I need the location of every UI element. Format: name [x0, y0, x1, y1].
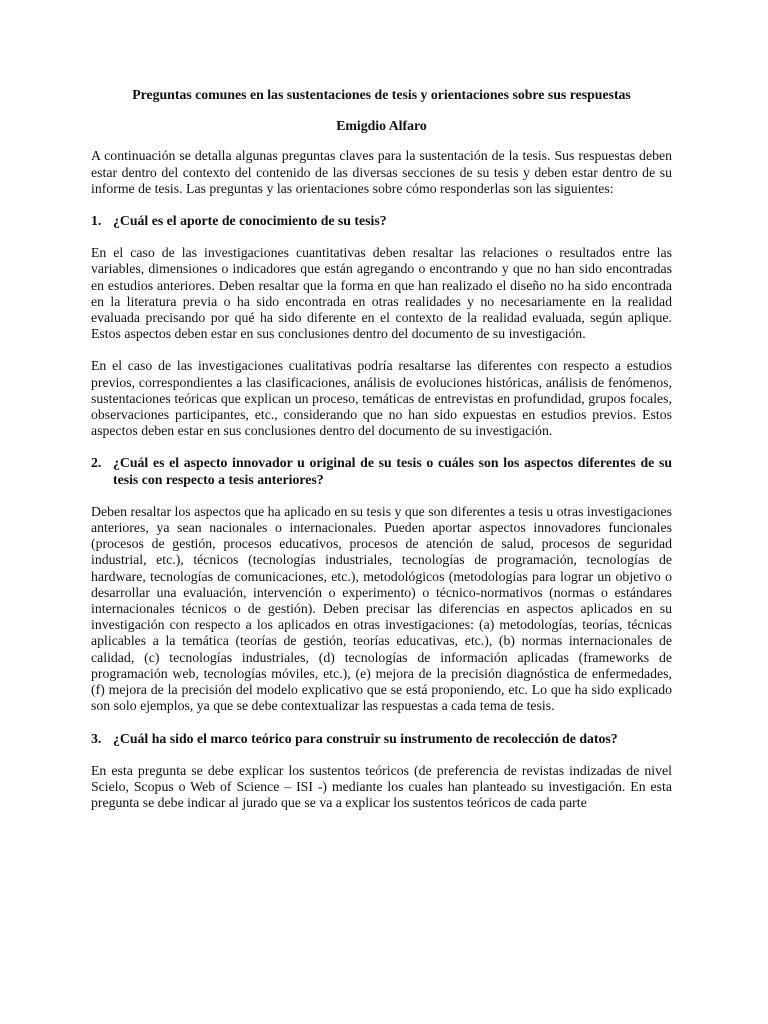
document-page: [91, 87, 672, 827]
section-1-paragraph-2: En el caso de las investigaciones cualitativas podría resaltarse las diferentes con respecto a estudios previos, correspondientes a las clasificaciones, análisis de evoluciones históricas, análisis de fenómenos, sustentaciones teóricas que explican un proceso, temáticas de entrevistas en profundidad, grupos focales, observaciones participantes, etc., considerando que no han sido expuestas en estudios previos. Estos aspectos deben estar en sus conclusiones dentro del documento de su investigación.: [91, 358, 672, 439]
document-author: Emigdio Alfaro: [336, 118, 427, 134]
section-2-heading: [91, 455, 672, 487]
section-1-heading: [91, 213, 672, 229]
section-3-paragraph-1: En esta pregunta se debe explicar los sustentos teóricos (de preferencia de revistas indizadas de nivel Scielo, Scopus o Web of Science – ISI -) mediante los cuales han planteado su investigación. En esta pregunta se debe indicar al jurado que se va a explicar los sustentos teóricos de cada parte: [91, 762, 672, 811]
section-2-paragraph-1: Deben resaltar los aspectos que ha aplicado en su tesis y que son diferentes a tesis u otras investigaciones anteriores, ya sean nacionales o internacionales. Pueden aportar aspectos innovadores funcionales (procesos de gestión, procesos educativos, procesos de atención de salud, procesos de seguridad industrial, etc.), técnicos (tecnologías industriales, tecnologías de programación, tecnologías de hardware, tecnologías de comunicaciones, etc.), metodológicos (metodologías para lograr un objetivo o desarrollar una evaluación, intervención o experimento) o técnico-normativos (normas o estándares internacionales técnicos o de gestión). Deben precisar las diferencias en aspectos aplicados en su investigación con respecto a los aplicados en otras investigaciones: (a) metodologías, teorías, técnicas aplicables a la temática (teorías de gestión, teorías educativas, etc.), (b) normas internacionales de calidad, (c) tecnologías industriales, (d) tecnologías de información aplicadas (frameworks de programación web, tecnologías móviles, etc.), (e) mejora de la precisión diagnóstica de enfermedades, (f) mejora de la precisión del modelo explicativo que se está proponiendo, etc. Lo que ha sido explicado son solo ejemplos, ya que se debe contextualizar las respuestas a cada tema de tesis.: [91, 503, 672, 714]
section-1-paragraph-1: En el caso de las investigaciones cuantitativas deben resaltar las relaciones o resultados entre las variables, dimensiones o indicadores que están agregando o encontrando y que no han sido encontradas en estudios anteriores. Deben resaltar que la forma en que han realizado el diseño no ha sido encontrada en la literatura previa o ha sido encontrada en otras realidades y no necesariamente en la realidad evaluada precisando por qué ha sido diferente en el contexto de la realidad evaluada, según aplique. Estos aspectos deben estar en sus conclusiones dentro del documento de su investigación.: [91, 245, 672, 342]
section-1-title: ¿Cuál es el aporte de conocimiento de su tesis?: [113, 213, 387, 229]
section-1-number: 1.: [91, 213, 102, 229]
section-3-heading: [91, 731, 672, 747]
section-2-number: 2.: [91, 455, 102, 471]
section-3-number: 3.: [91, 730, 102, 746]
intro-paragraph: A continuación se detalla algunas preguntas claves para la sustentación de la tesis. Sus respuestas deben estar dentro del contexto del contenido de las diversas secciones de su tesis y deben estar dentro de su informe de tesis. Las preguntas y las orientaciones sobre cómo responderlas son las siguientes:: [91, 148, 672, 196]
document-title: Preguntas comunes en las sustentaciones de tesis y orientaciones sobre sus respuestas: [132, 87, 631, 102]
section-3-title: ¿Cuál ha sido el marco teórico para construir su instrumento de recolección de datos?: [113, 730, 618, 746]
section-2-title: ¿Cuál es el aspecto innovador u original de su tesis o cuáles son los aspectos diferentes de su tesis con respecto a tesis anteriores?: [113, 455, 672, 487]
